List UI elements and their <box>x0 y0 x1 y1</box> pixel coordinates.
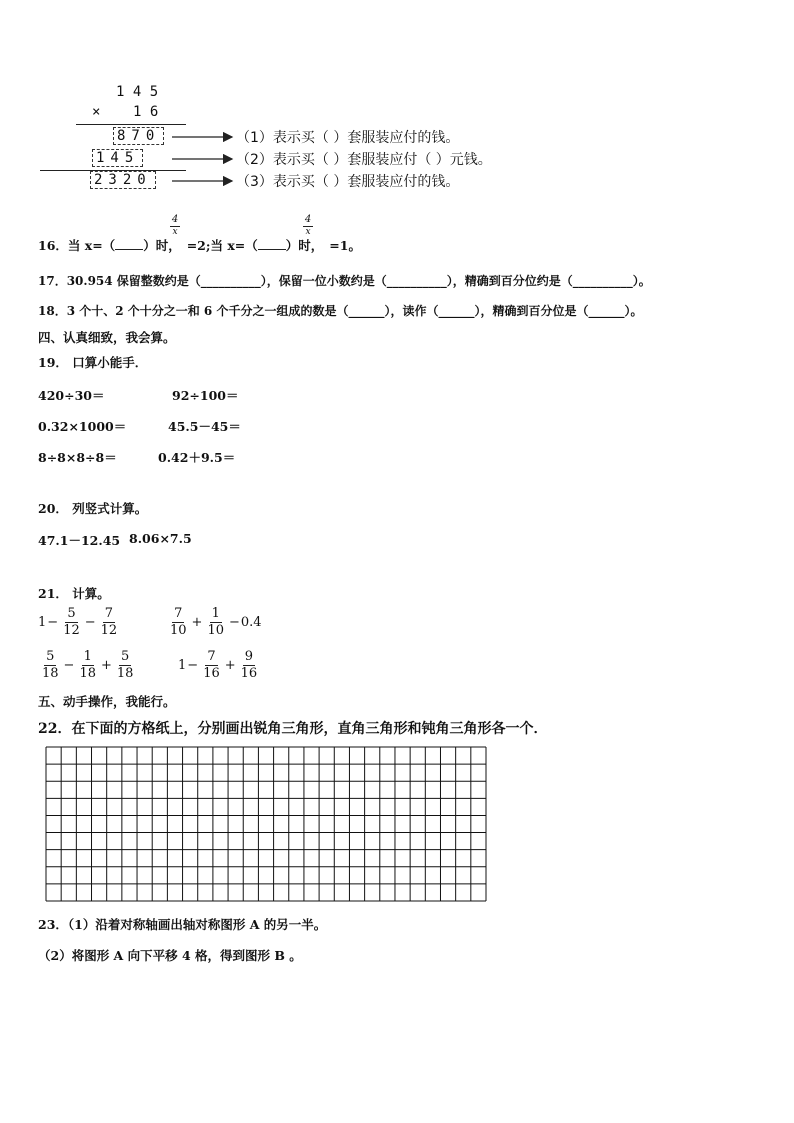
q19-item-3: 0.32×1000＝ <box>38 419 127 434</box>
mult-explain-1: （1）表示买（ ）套服装应付的钱。 <box>236 130 460 146</box>
q16-frac-2-den: x <box>305 227 311 237</box>
e4-plus: + <box>224 658 236 673</box>
e3-frac-2-num: 1 <box>83 649 92 664</box>
e2-frac-2-den: 10 <box>207 623 224 638</box>
section-4-heading: 四、认真细致，我会算。 <box>38 330 176 345</box>
e1-frac-2-den: 12 <box>100 623 118 638</box>
mult-row2: 1 6 <box>133 104 159 120</box>
e1-frac-2 <box>99 607 120 638</box>
mult-arrows <box>170 128 240 188</box>
e1-frac-1-den: 12 <box>63 623 80 638</box>
e4-frac-1-den: 16 <box>203 666 220 681</box>
q16-frac-2 <box>303 214 313 237</box>
q19-title: 19． 口算小能手． <box>38 355 148 370</box>
q16-when-2: ）时， <box>285 238 324 253</box>
e3-frac-3 <box>115 650 136 681</box>
e3-frac-1-den: 18 <box>42 666 59 681</box>
e4-whole: 1 <box>178 658 187 673</box>
q16-frac-2-num: 4 <box>304 214 312 225</box>
q19-item-4: 45.5－45＝ <box>168 419 241 434</box>
q19-item-2: 92÷100＝ <box>172 388 239 403</box>
e1-whole: 1 <box>38 615 47 630</box>
e3-frac-3-num: 5 <box>121 649 130 664</box>
q16-when-1: ）时， <box>143 238 181 253</box>
e4-frac-1-num: 7 <box>207 649 216 664</box>
e2-minus: − <box>229 615 240 630</box>
q21-expr-4 <box>178 650 261 681</box>
e4-frac-2-num: 9 <box>244 649 254 664</box>
q16-eq-2: =1。 <box>329 238 361 253</box>
q16-frac-1-num: 4 <box>171 214 179 225</box>
q21-expr-3 <box>38 650 137 681</box>
q22-text: 22．在下面的方格纸上，分别画出锐角三角形，直角三角形和钝角三角形各一个． <box>38 721 548 737</box>
e2-plus: + <box>191 615 203 630</box>
e4-minus: − <box>187 658 199 673</box>
q16-blank-1[interactable] <box>115 249 143 250</box>
q16-frac-1 <box>170 214 180 237</box>
mult-product: 2320 <box>90 171 156 189</box>
q16-eq-1: =2;当 x=（ <box>186 238 258 253</box>
mult-times-sign: × <box>92 104 101 120</box>
q19-item-1: 420÷30＝ <box>38 388 105 403</box>
e4-frac-2 <box>239 650 260 681</box>
mult-explain-3: （3）表示买（ ）套服装应付的钱。 <box>236 174 460 190</box>
e3-frac-1-num: 5 <box>46 649 55 664</box>
q23-part-2: （2）将图形 A 向下平移 4 格，得到图形 B 。 <box>38 948 302 963</box>
e1-frac-2-num: 7 <box>104 606 114 621</box>
section-5-heading: 五、动手操作，我能行。 <box>38 694 176 709</box>
mult-line-1 <box>76 124 186 125</box>
q16-frac-1-den: x <box>172 227 178 237</box>
e2-frac-1-num: 7 <box>174 606 183 621</box>
q16-prefix: 16．当 x=（ <box>38 238 116 253</box>
e1-frac-1-num: 5 <box>67 606 76 621</box>
e1-frac-1 <box>61 607 82 638</box>
e3-frac-2 <box>77 650 98 681</box>
q19-item-6: 0.42＋9.5＝ <box>158 450 236 465</box>
e2-frac-1 <box>168 607 189 638</box>
grid-paper[interactable] <box>45 746 487 905</box>
e1-minus-1: − <box>47 615 59 630</box>
e2-frac-2-num: 1 <box>211 606 220 621</box>
e4-frac-1 <box>201 650 222 681</box>
q21-expr-1 <box>38 607 121 638</box>
mult-row1: 1 4 5 <box>116 84 159 100</box>
q21-title: 21． 计算。 <box>38 586 110 601</box>
q16-blank-2[interactable] <box>258 249 286 250</box>
q20-item-2: 8.06×7.5 <box>129 531 192 546</box>
e3-plus: + <box>101 658 112 673</box>
q23-part-1: 23．（1）沿着对称轴画出轴对称图形 A 的另一半。 <box>38 917 327 932</box>
e1-minus-2: − <box>84 615 96 630</box>
e4-frac-2-den: 16 <box>240 666 258 681</box>
q19-item-5: 8÷8×8÷8＝ <box>38 450 117 465</box>
mult-explain-2: （2）表示买（ ）套服装应付（ ）元钱。 <box>236 152 492 168</box>
e3-frac-2-den: 18 <box>79 666 96 681</box>
q17-text: 17．30.954 保留整数约是（__________），保留一位小数约是（__________），精确到百分位约是（__________）。 <box>38 274 651 288</box>
mult-partial-2: 145 <box>92 149 143 167</box>
q20-title: 20． 列竖式计算。 <box>38 501 148 516</box>
grid-paper-svg[interactable] <box>45 746 487 902</box>
q21-expr-2 <box>166 607 262 638</box>
e3-frac-1 <box>40 650 61 681</box>
e2-frac-2 <box>205 607 226 638</box>
q20-item-1: 47.1－12.45 <box>38 533 121 548</box>
e2-decimal: 0.4 <box>240 615 262 630</box>
q16-line <box>38 236 361 254</box>
e2-frac-1-den: 10 <box>170 623 187 638</box>
e3-minus: − <box>63 658 75 673</box>
e3-frac-3-den: 18 <box>116 666 134 681</box>
mult-partial-1: 870 <box>113 127 164 145</box>
q18-text: 18．3 个十、2 个十分之一和 6 个千分之一组成的数是（______），读作（______），精确到百分位是（______）。 <box>38 304 643 318</box>
